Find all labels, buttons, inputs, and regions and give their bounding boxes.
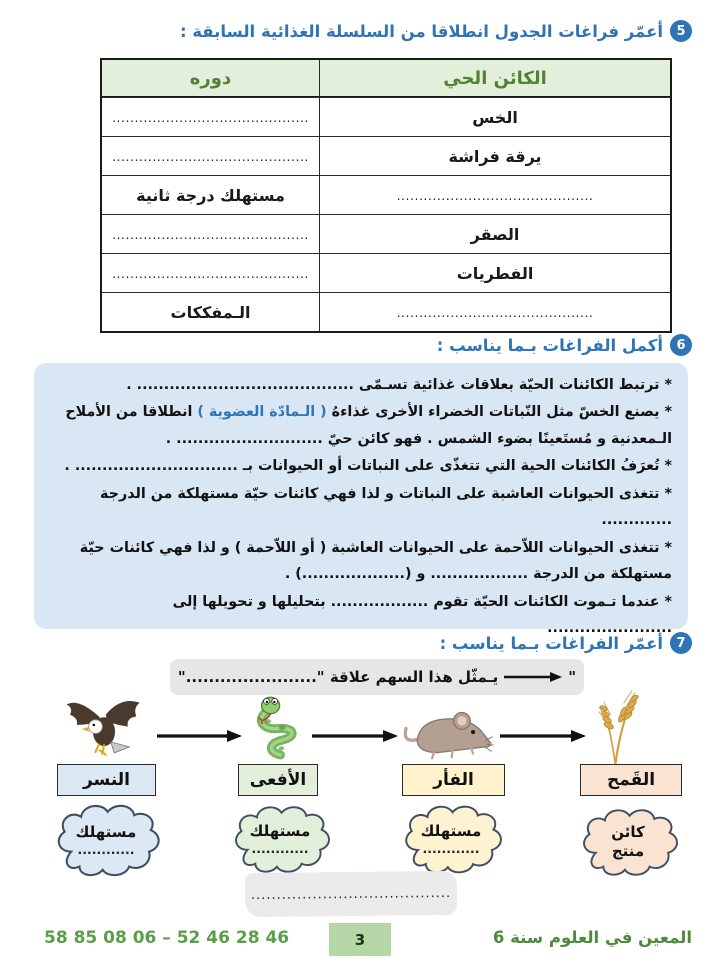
organism-cell: يرقة فراشة (319, 137, 670, 175)
food-chain-diagram (0, 690, 720, 930)
answer-area[interactable]: ....................................... (245, 871, 457, 917)
role-cell: الـمفككات (170, 302, 251, 322)
fill-line-4[interactable]: * تتغذى الحيوانات العاشبة على النباتات و لذا فهي كائنات حيّة مستهلكة من الدرجة ............. (99, 485, 672, 529)
table-row (102, 97, 670, 136)
section7-number-badge: 7 (670, 632, 692, 654)
cloud-snake (226, 800, 334, 878)
role-cell: مستهلك درجة ثانية (136, 185, 285, 205)
fill-line-2-pre: * يصنع الخسّ مثل النّباتات الخضراء الأخرى غذاءهُ (326, 404, 672, 421)
fill-line-1[interactable]: * ترتبط الكائنات الحيّة بعلاقات غذائية تسـمّى ........................................ . (126, 377, 672, 393)
table-row (102, 214, 670, 253)
section5-heading (180, 20, 692, 42)
cloud-role-text: كائن (611, 822, 645, 841)
footer-phone-numbers: 58 85 08 06 – 52 46 28 46 (44, 928, 290, 948)
fill-line-3[interactable]: * تُعرَفُ الكائنات الحية التي تتغذّى على النباتات أو الحيوانات بـ .............................. . (64, 458, 672, 475)
label-snake: الأفعى (238, 764, 318, 796)
role-answer-blank[interactable]: ............................................ (112, 226, 309, 242)
organism-answer-blank[interactable]: ............................................ (319, 293, 670, 331)
role-answer-blank[interactable]: ............................................ (112, 109, 309, 125)
section6-title: أكمل الفراغات بـما يناسب : (436, 335, 663, 355)
table-header-role: دوره (189, 67, 232, 89)
fill-line-2-post: انطلاقا من الأملاح الـمعدنية و مُستَعينًا بضوء الشمس . فهو كائن حيّ ........................... . (65, 404, 672, 447)
cloud-answer-blank[interactable]: ............ (422, 841, 480, 857)
eagle-image (58, 696, 150, 764)
cloud-role-text: مستهلك (75, 822, 137, 841)
label-mouse: الفأر (402, 764, 505, 796)
table-row (102, 292, 670, 331)
cloud-role-text: منتج (611, 842, 645, 860)
cloud-role-text: مستهلك (249, 821, 311, 840)
role-answer-blank[interactable]: ............................................ (112, 265, 309, 281)
section6-heading (437, 334, 692, 356)
wheat-image (586, 690, 648, 766)
section6-number-badge: 6 (670, 334, 692, 356)
fill-line-6[interactable]: * عندما تـموت الكائنات الحيّة تقوم .................. بتحليلها و تحويلها إلى ....................... (172, 593, 672, 636)
snake-image (246, 694, 310, 764)
table-header-row (102, 60, 670, 97)
organism-cell: الصقر (319, 215, 670, 253)
section7-title: أعمّر الفراغات بـما يناسب : (439, 633, 663, 653)
food-chain-table (100, 58, 672, 333)
cloud-answer-blank[interactable]: ............ (251, 841, 309, 857)
organic-matter-highlight: ( الـمادّة العضوية ) (197, 404, 327, 421)
cloud-mouse (396, 800, 506, 878)
cloud-answer-blank[interactable]: ............ (77, 842, 135, 858)
chain-arrow-icon (500, 728, 586, 744)
organism-answer-blank[interactable]: ............................................ (319, 176, 670, 214)
cloud-role-text: مستهلك (420, 821, 482, 840)
label-eagle: النسر (57, 764, 156, 796)
page-number-badge: 3 (329, 923, 391, 956)
table-row (102, 253, 670, 292)
chain-arrow-icon (312, 728, 398, 744)
legend-open-quote: " (568, 668, 577, 686)
organism-cell: الفطريات (319, 254, 670, 292)
section7-heading (440, 632, 692, 654)
label-wheat: القَمح (580, 764, 682, 796)
table-header-organism: الكائن الحي (319, 60, 670, 96)
role-answer-blank[interactable]: ............................................ (112, 148, 309, 164)
footer-book-title: المعين في العلوم سنة 6 (492, 928, 692, 947)
section5-title: أعمّر فراغات الجدول انطلاقا من السلسلة الغذائية السابقة : (179, 21, 663, 41)
organism-cell: الخس (319, 98, 670, 136)
fill-line-5[interactable]: * تتغذى الحيوانات اللاّحمة على الحيوانات العاشبة ( أو اللاّحمة ) و لذا فهي كائنات حيّة مستهلكة من الدرجة .................. و (...................) . (79, 539, 672, 583)
chain-arrow-icon (157, 728, 242, 744)
fill-in-blanks-box (34, 363, 688, 636)
table-row (102, 136, 670, 175)
arrow-icon (504, 671, 562, 683)
table-row (102, 175, 670, 214)
fill-line-2[interactable] (48, 399, 672, 452)
cloud-wheat (574, 800, 682, 884)
mouse-image (400, 706, 494, 760)
cloud-eagle (48, 800, 164, 880)
section5-number-badge: 5 (670, 20, 692, 42)
legend-answer-blank[interactable]: يـمثّل هذا السهم علاقة "......................." (177, 668, 499, 686)
